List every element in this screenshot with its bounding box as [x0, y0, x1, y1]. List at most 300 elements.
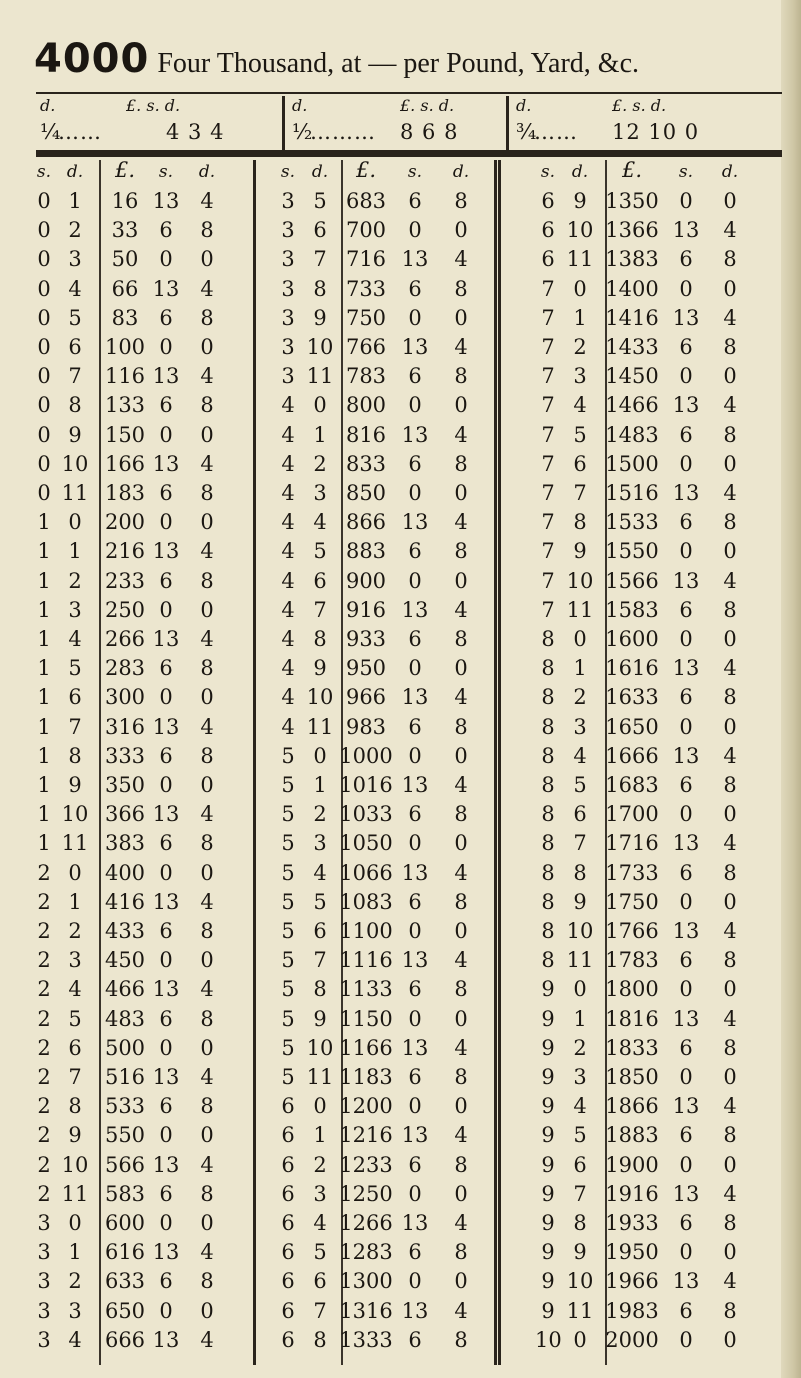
pence-price-cell: 2	[313, 451, 327, 476]
total-pounds-cell: 1933	[605, 1211, 659, 1235]
pence-price-cell: 10	[566, 919, 594, 943]
shillings-price-cell: 6	[281, 1269, 295, 1294]
shillings-price-cell: 2	[37, 1094, 51, 1119]
column-header-d2: d.	[721, 162, 739, 182]
total-pounds-cell: 16	[111, 189, 139, 213]
pence-price-cell: 11	[566, 1298, 594, 1323]
total-pounds-cell: 1900	[605, 1152, 659, 1177]
pence-price-cell: 8	[573, 510, 587, 535]
pence-price-cell: 1	[68, 539, 82, 564]
total-pounds-cell: 633	[104, 1269, 146, 1294]
total-pounds-cell: 466	[104, 977, 146, 1002]
total-pounds-cell: 566	[104, 1152, 146, 1177]
total-pence-cell: 4	[200, 1152, 214, 1177]
total-shillings-cell: 6	[679, 247, 693, 272]
shillings-price-cell: 4	[281, 656, 295, 681]
total-pence-cell: 4	[200, 451, 214, 476]
total-shillings-cell: 6	[679, 948, 693, 973]
shillings-price-cell: 8	[541, 919, 555, 943]
total-shillings-cell: 6	[679, 1211, 693, 1235]
column-header-s: s.	[540, 162, 556, 182]
total-pounds-cell: 1633	[605, 685, 659, 710]
total-pounds-cell: 900	[345, 568, 387, 593]
pence-price-cell: 3	[313, 831, 327, 856]
total-pence-cell: 8	[723, 773, 737, 797]
summary-fraction: ¼	[40, 120, 62, 144]
header-rule	[36, 150, 782, 157]
pence-price-cell: 1	[68, 889, 82, 914]
pence-price-cell: 10	[61, 1152, 89, 1177]
total-shillings-cell: 6	[679, 685, 693, 710]
shillings-price-cell: 7	[541, 451, 555, 476]
shillings-price-cell: 3	[37, 1240, 51, 1265]
total-pounds-cell: 1733	[605, 860, 659, 885]
shillings-price-cell: 9	[541, 1006, 555, 1031]
total-shillings-cell: 0	[679, 802, 693, 827]
total-shillings-cell: 13	[152, 802, 180, 827]
total-shillings-cell: 6	[159, 1094, 173, 1119]
total-pounds-cell: 33	[111, 218, 139, 243]
total-pounds-cell: 883	[345, 539, 387, 564]
total-pence-cell: 0	[454, 1006, 468, 1031]
shillings-price-cell: 0	[37, 451, 51, 476]
shillings-price-cell: 8	[541, 860, 555, 885]
pence-price-cell: 11	[61, 831, 89, 856]
pence-price-cell: 10	[306, 1035, 334, 1060]
total-pence-cell: 4	[200, 714, 214, 739]
total-pounds-cell: 1433	[605, 335, 659, 359]
shillings-price-cell: 4	[281, 393, 295, 418]
shillings-price-cell: 0	[37, 189, 51, 213]
total-pounds-cell: 866	[345, 510, 387, 535]
pence-price-cell: 10	[566, 568, 594, 593]
shillings-price-cell: 8	[541, 948, 555, 973]
total-pounds-cell: 816	[345, 422, 387, 447]
total-pounds-cell: 1350	[605, 189, 659, 213]
shillings-price-cell: 6	[281, 1094, 295, 1119]
shillings-price-cell: 6	[281, 1123, 295, 1148]
total-shillings-cell: 13	[401, 247, 429, 272]
total-pence-cell: 0	[200, 948, 214, 973]
total-pence-cell: 4	[200, 1240, 214, 1265]
total-pounds-cell: 916	[345, 597, 387, 622]
shillings-price-cell: 9	[541, 1152, 555, 1177]
shillings-price-cell: 4	[281, 539, 295, 564]
total-pence-cell: 8	[200, 393, 214, 418]
column-header-d2: d.	[452, 162, 470, 182]
total-pence-cell: 0	[200, 860, 214, 885]
shillings-price-cell: 9	[541, 1123, 555, 1148]
shillings-price-cell: 8	[541, 831, 555, 856]
total-pounds-cell: 166	[104, 451, 146, 476]
shillings-price-cell: 9	[541, 1298, 555, 1323]
pence-price-cell: 9	[313, 656, 327, 681]
total-pence-cell: 4	[200, 802, 214, 827]
total-pounds-cell: 1983	[605, 1298, 659, 1323]
total-pence-cell: 4	[723, 1269, 737, 1294]
total-shillings-cell: 13	[152, 276, 180, 301]
total-pounds-cell: 1283	[339, 1240, 393, 1265]
total-shillings-cell: 13	[401, 422, 429, 447]
shillings-price-cell: 6	[541, 189, 555, 213]
shillings-price-cell: 9	[541, 1211, 555, 1235]
total-pence-cell: 0	[723, 889, 737, 914]
total-shillings-cell: 6	[408, 539, 422, 564]
total-pence-cell: 0	[723, 276, 737, 301]
pence-price-cell: 3	[573, 364, 587, 389]
total-pence-cell: 0	[723, 1152, 737, 1177]
total-pence-cell: 8	[723, 247, 737, 272]
total-shillings-cell: 6	[408, 627, 422, 651]
total-shillings-cell: 6	[408, 1065, 422, 1089]
total-pounds-cell: 1916	[605, 1181, 659, 1206]
total-pence-cell: 8	[723, 1211, 737, 1235]
total-pence-cell: 4	[723, 919, 737, 943]
column-header-d2: d.	[198, 162, 216, 182]
total-pence-cell: 4	[454, 247, 468, 272]
total-pounds-cell: 200	[104, 510, 146, 535]
total-shillings-cell: 6	[679, 860, 693, 885]
total-shillings-cell: 6	[679, 773, 693, 797]
total-pence-cell: 8	[454, 364, 468, 389]
total-shillings-cell: 13	[401, 335, 429, 359]
shillings-price-cell: 1	[37, 568, 51, 593]
shillings-price-cell: 1	[37, 539, 51, 564]
pence-price-cell: 6	[313, 919, 327, 943]
total-shillings-cell: 13	[672, 218, 700, 243]
shillings-price-cell: 7	[541, 481, 555, 505]
total-pence-cell: 0	[454, 656, 468, 681]
total-shillings-cell: 0	[408, 1269, 422, 1294]
shillings-price-cell: 6	[541, 218, 555, 243]
pence-price-cell: 11	[566, 597, 594, 622]
total-pence-cell: 0	[454, 743, 468, 768]
total-pence-cell: 8	[723, 948, 737, 973]
column-header-pound: £.	[621, 158, 643, 182]
shillings-price-cell: 5	[281, 1006, 295, 1031]
total-shillings-cell: 0	[159, 860, 173, 885]
shillings-price-cell: 7	[541, 510, 555, 535]
total-pounds-cell: 933	[345, 627, 387, 651]
total-pence-cell: 4	[723, 305, 737, 330]
pence-price-cell: 7	[573, 481, 587, 505]
shillings-price-cell: 5	[281, 831, 295, 856]
pence-price-cell: 2	[313, 1152, 327, 1177]
total-pounds-cell: 1316	[339, 1298, 393, 1323]
total-shillings-cell: 6	[408, 364, 422, 389]
shillings-price-cell: 9	[541, 1181, 555, 1206]
total-pounds-cell: 100	[104, 335, 146, 359]
total-pence-cell: 0	[200, 1035, 214, 1060]
total-pounds-cell: 1616	[605, 656, 659, 681]
pence-price-cell: 1	[573, 1006, 587, 1031]
shillings-price-cell: 1	[37, 510, 51, 535]
total-pounds-cell: 700	[345, 218, 387, 243]
total-pounds-cell: 1333	[339, 1327, 393, 1352]
total-shillings-cell: 6	[408, 714, 422, 739]
shillings-price-cell: 8	[541, 685, 555, 710]
total-shillings-cell: 13	[672, 919, 700, 943]
total-pence-cell: 4	[200, 1327, 214, 1352]
shillings-price-cell: 1	[37, 714, 51, 739]
total-pounds-cell: 150	[104, 422, 146, 447]
shillings-price-cell: 7	[541, 393, 555, 418]
total-pence-cell: 0	[723, 189, 737, 213]
summary-money-label: £. s. d.	[126, 96, 181, 115]
total-shillings-cell: 6	[159, 1181, 173, 1206]
total-shillings-cell: 0	[159, 773, 173, 797]
shillings-price-cell: 4	[281, 627, 295, 651]
total-pence-cell: 8	[723, 1123, 737, 1148]
total-shillings-cell: 13	[152, 1065, 180, 1089]
total-shillings-cell: 6	[679, 1123, 693, 1148]
total-shillings-cell: 13	[672, 568, 700, 593]
pence-price-cell: 9	[313, 1006, 327, 1031]
shillings-price-cell: 4	[281, 597, 295, 622]
total-shillings-cell: 0	[159, 685, 173, 710]
total-shillings-cell: 13	[672, 743, 700, 768]
pence-price-cell: 5	[68, 1006, 82, 1031]
total-shillings-cell: 13	[401, 685, 429, 710]
total-pounds-cell: 1883	[605, 1123, 659, 1148]
total-pence-cell: 8	[200, 919, 214, 943]
total-pounds-cell: 1650	[605, 714, 659, 739]
pence-price-cell: 10	[61, 802, 89, 827]
shillings-price-cell: 5	[281, 1035, 295, 1060]
total-pounds-cell: 1950	[605, 1240, 659, 1265]
total-pence-cell: 0	[454, 1269, 468, 1294]
pence-price-cell: 4	[313, 1211, 327, 1235]
total-shillings-cell: 13	[401, 1035, 429, 1060]
pence-price-cell: 10	[566, 1269, 594, 1294]
column-header-d: d.	[66, 162, 84, 182]
shillings-price-cell: 1	[37, 627, 51, 651]
total-shillings-cell: 0	[679, 977, 693, 1002]
total-pounds-cell: 1850	[605, 1065, 659, 1089]
shillings-price-cell: 2	[37, 860, 51, 885]
shillings-price-cell: 0	[37, 276, 51, 301]
total-shillings-cell: 0	[679, 539, 693, 564]
total-pence-cell: 8	[723, 422, 737, 447]
total-pounds-cell: 2000	[605, 1327, 659, 1352]
total-pence-cell: 4	[723, 1094, 737, 1119]
shillings-price-cell: 2	[37, 1152, 51, 1177]
total-shillings-cell: 6	[679, 422, 693, 447]
pence-price-cell: 6	[68, 685, 82, 710]
total-pounds-cell: 1716	[605, 831, 659, 856]
shillings-price-cell: 7	[541, 597, 555, 622]
pence-price-cell: 2	[68, 919, 82, 943]
summary-dots: ………	[310, 120, 376, 144]
total-pounds-cell: 283	[104, 656, 146, 681]
total-shillings-cell: 6	[159, 919, 173, 943]
pence-price-cell: 6	[68, 1035, 82, 1060]
total-shillings-cell: 13	[672, 393, 700, 418]
pence-price-cell: 6	[68, 335, 82, 359]
pence-price-cell: 7	[68, 714, 82, 739]
pence-price-cell: 10	[566, 218, 594, 243]
pence-price-cell: 4	[313, 860, 327, 885]
total-pounds-cell: 266	[104, 627, 146, 651]
total-shillings-cell: 13	[672, 1006, 700, 1031]
pence-price-cell: 5	[68, 656, 82, 681]
pence-price-cell: 1	[68, 189, 82, 213]
total-pence-cell: 8	[200, 218, 214, 243]
total-pence-cell: 8	[200, 831, 214, 856]
total-pence-cell: 0	[454, 393, 468, 418]
shillings-price-cell: 2	[37, 1123, 51, 1148]
total-pounds-cell: 1233	[339, 1152, 393, 1177]
total-shillings-cell: 13	[672, 831, 700, 856]
pence-price-cell: 8	[68, 743, 82, 768]
shillings-price-cell: 1	[37, 656, 51, 681]
total-pounds-cell: 1266	[339, 1211, 393, 1235]
total-shillings-cell: 6	[679, 597, 693, 622]
pence-price-cell: 9	[573, 1240, 587, 1265]
total-shillings-cell: 13	[152, 451, 180, 476]
shillings-price-cell: 4	[281, 451, 295, 476]
pence-price-cell: 6	[573, 802, 587, 827]
total-pence-cell: 8	[454, 627, 468, 651]
total-shillings-cell: 6	[159, 393, 173, 418]
total-shillings-cell: 13	[152, 627, 180, 651]
total-shillings-cell: 6	[679, 510, 693, 535]
shillings-price-cell: 10	[535, 1327, 562, 1352]
pence-price-cell: 7	[313, 597, 327, 622]
total-pounds-cell: 133	[104, 393, 146, 418]
pence-price-cell: 11	[566, 948, 594, 973]
pence-price-cell: 3	[573, 714, 587, 739]
total-pence-cell: 8	[454, 539, 468, 564]
total-pence-cell: 4	[454, 1211, 468, 1235]
total-shillings-cell: 13	[152, 364, 180, 389]
pence-price-cell: 8	[68, 1094, 82, 1119]
total-pence-cell: 4	[723, 481, 737, 505]
total-shillings-cell: 13	[152, 1327, 180, 1352]
total-pounds-cell: 983	[345, 714, 387, 739]
total-shillings-cell: 0	[159, 948, 173, 973]
pence-price-cell: 6	[313, 568, 327, 593]
total-shillings-cell: 13	[672, 481, 700, 505]
pence-price-cell: 1	[313, 773, 327, 797]
total-shillings-cell: 6	[408, 889, 422, 914]
pence-price-cell: 0	[68, 1211, 82, 1235]
shillings-price-cell: 3	[281, 247, 295, 272]
total-pounds-cell: 1133	[339, 977, 393, 1002]
total-shillings-cell: 0	[159, 1123, 173, 1148]
summary-half	[288, 96, 504, 150]
total-pounds-cell: 1050	[339, 831, 393, 856]
total-shillings-cell: 0	[408, 481, 422, 505]
shillings-price-cell: 1	[37, 831, 51, 856]
pence-price-cell: 4	[573, 393, 587, 418]
total-shillings-cell: 0	[408, 1006, 422, 1031]
total-pounds-cell: 683	[345, 189, 387, 213]
column-header-s: s.	[36, 162, 52, 182]
shillings-price-cell: 5	[281, 743, 295, 768]
pence-price-cell: 11	[61, 481, 89, 505]
shillings-price-cell: 0	[37, 335, 51, 359]
total-shillings-cell: 13	[401, 948, 429, 973]
pence-price-cell: 8	[313, 276, 327, 301]
total-pounds-cell: 1066	[339, 860, 393, 885]
pence-price-cell: 1	[313, 422, 327, 447]
total-shillings-cell: 0	[408, 656, 422, 681]
pence-price-cell: 8	[313, 1327, 327, 1352]
total-pounds-cell: 1150	[339, 1006, 393, 1031]
summary-divider	[282, 96, 285, 150]
shillings-price-cell: 1	[37, 597, 51, 622]
total-pence-cell: 4	[200, 189, 214, 213]
total-pounds-cell: 50	[111, 247, 139, 272]
title-number: 4000	[34, 36, 150, 82]
total-shillings-cell: 0	[159, 335, 173, 359]
shillings-price-cell: 0	[37, 364, 51, 389]
total-pounds-cell: 183	[104, 481, 146, 505]
summary-d-label: d.	[516, 96, 532, 115]
total-shillings-cell: 0	[679, 189, 693, 213]
total-pence-cell: 4	[200, 276, 214, 301]
summary-money-label: £. s. d.	[400, 96, 455, 115]
total-pounds-cell: 1566	[605, 568, 659, 593]
shillings-price-cell: 1	[37, 773, 51, 797]
pence-price-cell: 3	[313, 1181, 327, 1206]
total-pounds-cell: 1783	[605, 948, 659, 973]
shillings-price-cell: 8	[541, 656, 555, 681]
pence-price-cell: 8	[573, 860, 587, 885]
total-shillings-cell: 0	[679, 889, 693, 914]
total-pence-cell: 8	[200, 1269, 214, 1294]
total-pence-cell: 8	[454, 977, 468, 1002]
total-pence-cell: 0	[454, 218, 468, 243]
shillings-price-cell: 4	[281, 714, 295, 739]
total-pounds-cell: 1033	[339, 802, 393, 827]
total-pounds-cell: 1583	[605, 597, 659, 622]
pence-price-cell: 2	[68, 568, 82, 593]
total-shillings-cell: 6	[159, 481, 173, 505]
shillings-price-cell: 3	[37, 1298, 51, 1323]
total-shillings-cell: 0	[679, 1065, 693, 1089]
pence-price-cell: 5	[313, 539, 327, 564]
column-header-pound: £.	[114, 158, 136, 182]
shillings-price-cell: 8	[541, 773, 555, 797]
total-pence-cell: 4	[454, 1123, 468, 1148]
shillings-price-cell: 7	[541, 276, 555, 301]
total-shillings-cell: 0	[408, 743, 422, 768]
shillings-price-cell: 9	[541, 977, 555, 1002]
pence-price-cell: 9	[573, 889, 587, 914]
shillings-price-cell: 9	[541, 1269, 555, 1294]
total-shillings-cell: 6	[408, 802, 422, 827]
total-pence-cell: 0	[723, 1327, 737, 1352]
total-shillings-cell: 0	[408, 305, 422, 330]
total-pounds-cell: 1416	[605, 305, 659, 330]
shillings-price-cell: 2	[37, 977, 51, 1002]
shillings-price-cell: 7	[541, 364, 555, 389]
total-pence-cell: 8	[454, 1240, 468, 1265]
shillings-price-cell: 3	[281, 305, 295, 330]
shillings-price-cell: 0	[37, 422, 51, 447]
pence-price-cell: 3	[68, 948, 82, 973]
total-pounds-cell: 116	[104, 364, 146, 389]
total-pence-cell: 8	[200, 1094, 214, 1119]
shillings-price-cell: 3	[281, 218, 295, 243]
pence-price-cell: 2	[68, 1269, 82, 1294]
pence-price-cell: 2	[313, 802, 327, 827]
total-shillings-cell: 0	[159, 597, 173, 622]
total-pounds-cell: 383	[104, 831, 146, 856]
shillings-price-cell: 2	[37, 1006, 51, 1031]
